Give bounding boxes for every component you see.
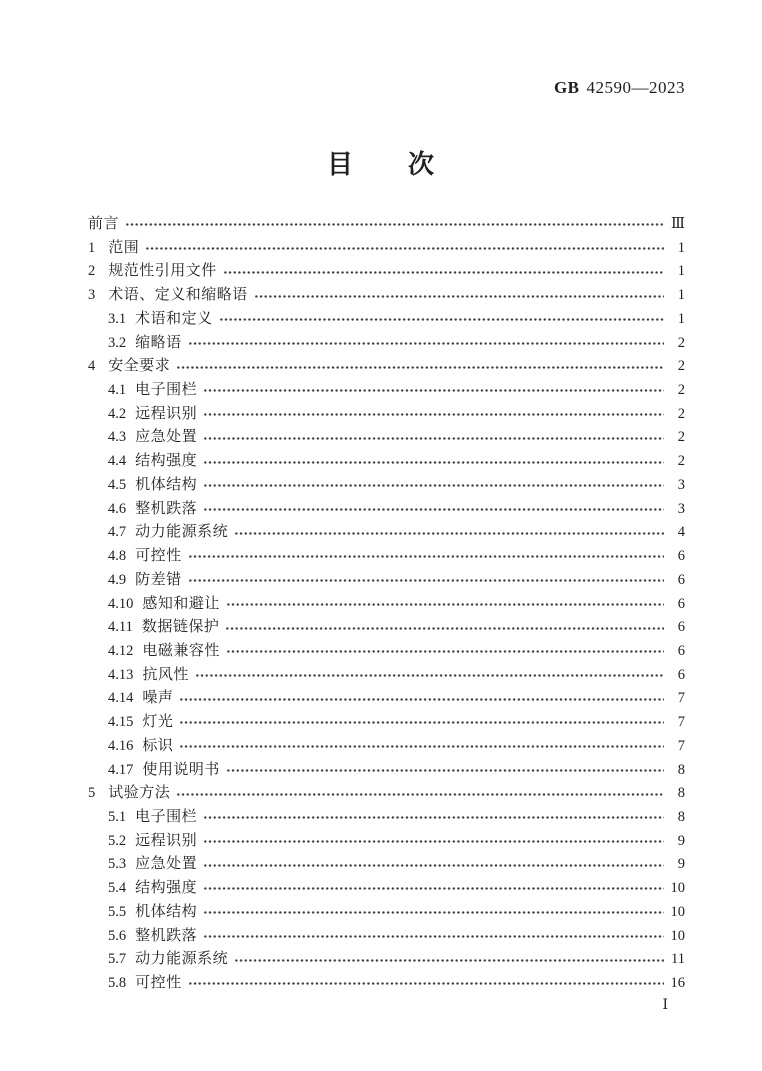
toc-entry-number: 4.8 bbox=[108, 548, 127, 565]
toc-entry bbox=[88, 593, 685, 617]
toc-entry-label: 术语和定义 bbox=[135, 310, 213, 327]
toc-entry-label: 试验方法 bbox=[108, 785, 171, 802]
toc-entry-number: 1 bbox=[88, 239, 96, 256]
dot-leader bbox=[203, 853, 664, 877]
toc-entry-page: 6 bbox=[677, 571, 685, 588]
toc-entry-number: 4.6 bbox=[108, 500, 127, 517]
toc-entry-page: 9 bbox=[677, 832, 685, 849]
toc-entry-label: 缩略语 bbox=[135, 334, 182, 351]
toc-entry-page: 10 bbox=[670, 880, 685, 897]
toc-entry bbox=[88, 355, 685, 379]
toc-entry-page: 16 bbox=[670, 975, 685, 991]
dot-leader bbox=[203, 877, 664, 901]
dot-leader bbox=[195, 664, 664, 688]
toc-entry bbox=[88, 213, 685, 237]
toc-entry-number: 4.7 bbox=[108, 524, 127, 541]
toc-entry bbox=[88, 830, 685, 854]
toc-entry-number: 2 bbox=[88, 263, 96, 280]
dot-leader bbox=[203, 901, 664, 925]
toc-entry-label: 规范性引用文件 bbox=[108, 263, 217, 280]
toc-entry bbox=[88, 474, 685, 498]
toc-entry-page: Ⅲ bbox=[671, 216, 685, 232]
toc-entry-number: 5.1 bbox=[108, 808, 127, 825]
toc-entry-page: 2 bbox=[677, 453, 685, 470]
toc-entry bbox=[88, 853, 685, 877]
toc-entry-page: 2 bbox=[677, 334, 685, 351]
toc-entry-number: 4.16 bbox=[108, 737, 134, 754]
toc-entry-label: 感知和避让 bbox=[142, 595, 220, 612]
toc-entry-number: 4.11 bbox=[108, 619, 133, 636]
toc-entry-page: 6 bbox=[677, 619, 685, 636]
dot-leader bbox=[234, 948, 664, 972]
toc-entry-number: 4.5 bbox=[108, 476, 127, 493]
toc-entry-number: 4.3 bbox=[108, 429, 127, 446]
toc-entry-label: 应急处置 bbox=[135, 429, 198, 446]
toc-entry bbox=[88, 450, 685, 474]
dot-leader bbox=[226, 593, 664, 617]
dot-leader bbox=[203, 474, 664, 498]
dot-leader bbox=[179, 711, 664, 735]
toc-entry-label: 使用说明书 bbox=[142, 761, 220, 778]
toc-entry-page: 7 bbox=[677, 690, 685, 707]
toc-entry-number: 4 bbox=[88, 358, 96, 375]
toc-entry bbox=[88, 616, 685, 640]
toc-entry-number: 5.8 bbox=[108, 975, 127, 991]
toc-entry bbox=[88, 687, 685, 711]
dot-leader bbox=[203, 806, 664, 830]
toc-entry-page: 3 bbox=[677, 500, 685, 517]
dot-leader bbox=[125, 213, 664, 237]
toc-entry-number: 5.2 bbox=[108, 832, 127, 849]
dot-leader bbox=[176, 782, 664, 806]
toc-entry-page: 10 bbox=[670, 927, 685, 944]
dot-leader bbox=[176, 355, 664, 379]
dot-leader bbox=[188, 545, 664, 569]
toc-entry-label: 防差错 bbox=[135, 571, 182, 588]
toc-entry-page: 6 bbox=[677, 642, 685, 659]
toc-entry bbox=[88, 237, 685, 261]
toc-entry bbox=[88, 521, 685, 545]
toc-entry-number: 5 bbox=[88, 785, 96, 802]
toc-entry-number: 4.9 bbox=[108, 571, 127, 588]
toc-entry bbox=[88, 877, 685, 901]
toc-entry-label: 电磁兼容性 bbox=[142, 642, 220, 659]
toc-entry-label: 机体结构 bbox=[135, 476, 198, 493]
toc-entry-label: 安全要求 bbox=[108, 358, 171, 375]
toc-entry-label: 结构强度 bbox=[135, 880, 198, 897]
toc-entry-number: 4.15 bbox=[108, 714, 134, 731]
toc-entry-number: 3 bbox=[88, 287, 96, 304]
toc-entry bbox=[88, 759, 685, 783]
toc-entry bbox=[88, 498, 685, 522]
toc-entry-label: 前言 bbox=[88, 216, 120, 232]
toc-entry-page: 7 bbox=[677, 737, 685, 754]
dot-leader bbox=[203, 830, 664, 854]
dot-leader bbox=[226, 640, 664, 664]
dot-leader bbox=[179, 735, 664, 759]
dot-leader bbox=[188, 569, 664, 593]
toc-entry-page: 1 bbox=[677, 263, 685, 280]
toc-entry-page: 1 bbox=[677, 310, 685, 327]
toc-entry-number: 5.3 bbox=[108, 856, 127, 873]
toc-entry-label: 可控性 bbox=[135, 548, 182, 565]
toc-entry-number: 5.5 bbox=[108, 903, 127, 920]
toc-entry-label: 远程识别 bbox=[135, 405, 198, 422]
toc-entry-number: 5.4 bbox=[108, 880, 127, 897]
toc-entry-label: 范围 bbox=[108, 239, 140, 256]
standard-prefix: GB bbox=[553, 78, 580, 97]
toc-entry bbox=[88, 332, 685, 356]
toc-entry bbox=[88, 782, 685, 806]
toc-entry-page: 8 bbox=[677, 785, 685, 802]
toc-title: 目 次 bbox=[326, 150, 435, 179]
dot-leader bbox=[203, 450, 664, 474]
toc-entry bbox=[88, 925, 685, 949]
toc-entry bbox=[88, 664, 685, 688]
toc-entry-label: 灯光 bbox=[142, 714, 174, 731]
toc-entry-number: 4.12 bbox=[108, 642, 134, 659]
toc-entry bbox=[88, 403, 685, 427]
toc-entry-page: 4 bbox=[677, 524, 685, 541]
toc-entry-number: 4.17 bbox=[108, 761, 134, 778]
dot-leader bbox=[203, 498, 664, 522]
toc-entry-number: 4.2 bbox=[108, 405, 127, 422]
dot-leader bbox=[203, 925, 664, 949]
toc-entry-label: 抗风性 bbox=[142, 666, 189, 683]
toc-entry-page: 1 bbox=[677, 287, 685, 304]
dot-leader bbox=[225, 616, 664, 640]
toc-entry-label: 应急处置 bbox=[135, 856, 198, 873]
toc-entry-label: 可控性 bbox=[135, 975, 182, 991]
toc-entry-number: 4.14 bbox=[108, 690, 134, 707]
toc-entry bbox=[88, 806, 685, 830]
toc-entry bbox=[88, 901, 685, 925]
toc-entry-page: 2 bbox=[677, 405, 685, 422]
toc-entry-label: 数据链保护 bbox=[141, 619, 220, 636]
toc-entry-label: 电子围栏 bbox=[135, 808, 198, 825]
toc-entry-label: 噪声 bbox=[142, 690, 174, 707]
dot-leader bbox=[179, 687, 664, 711]
page-number: Ⅰ bbox=[662, 998, 668, 1013]
dot-leader bbox=[188, 332, 664, 356]
toc-entry bbox=[88, 948, 685, 972]
toc-entry-label: 整机跌落 bbox=[135, 927, 198, 944]
toc-entry-number: 5.6 bbox=[108, 927, 127, 944]
toc-list bbox=[88, 213, 685, 996]
toc-entry bbox=[88, 711, 685, 735]
dot-leader bbox=[203, 403, 664, 427]
toc-entry-label: 电子围栏 bbox=[135, 382, 198, 399]
toc-entry-label: 远程识别 bbox=[135, 832, 198, 849]
toc-entry bbox=[88, 284, 685, 308]
toc-entry-label: 整机跌落 bbox=[135, 500, 198, 517]
toc-entry-label: 标识 bbox=[142, 737, 174, 754]
toc-entry-label: 机体结构 bbox=[135, 903, 198, 920]
toc-entry-page: 8 bbox=[677, 808, 685, 825]
toc-entry-page: 2 bbox=[677, 382, 685, 399]
toc-entry bbox=[88, 426, 685, 450]
toc-entry-page: 9 bbox=[677, 856, 685, 873]
toc-entry-number: 4.4 bbox=[108, 453, 127, 470]
toc-entry bbox=[88, 545, 685, 569]
toc-entry-page: 2 bbox=[677, 358, 685, 375]
toc-entry-label: 术语、定义和缩略语 bbox=[108, 287, 248, 304]
toc-entry bbox=[88, 308, 685, 332]
toc-entry-number: 3.1 bbox=[108, 310, 127, 327]
toc-entry-page: 6 bbox=[677, 666, 685, 683]
toc-entry-label: 结构强度 bbox=[135, 453, 198, 470]
toc-entry-number: 3.2 bbox=[108, 334, 127, 351]
toc-entry-page: 7 bbox=[677, 714, 685, 731]
toc-entry-label: 动力能源系统 bbox=[135, 524, 229, 541]
dot-leader bbox=[203, 379, 664, 403]
dot-leader bbox=[223, 260, 664, 284]
toc-entry-page: 10 bbox=[670, 903, 685, 920]
dot-leader bbox=[203, 426, 664, 450]
toc-entry bbox=[88, 260, 685, 284]
toc-entry bbox=[88, 735, 685, 759]
toc-entry-page: 8 bbox=[677, 761, 685, 778]
dot-leader bbox=[254, 284, 664, 308]
dot-leader bbox=[234, 521, 664, 545]
dot-leader bbox=[219, 308, 664, 332]
toc-entry-page: 2 bbox=[677, 429, 685, 446]
dot-leader bbox=[188, 972, 664, 996]
toc-entry-number: 4.1 bbox=[108, 382, 127, 399]
toc-entry-number: 4.13 bbox=[108, 666, 134, 683]
dot-leader bbox=[226, 759, 664, 783]
toc-entry-page: 3 bbox=[677, 476, 685, 493]
dot-leader bbox=[145, 237, 664, 261]
standard-code: 42590—2023 bbox=[586, 78, 685, 97]
toc-entry-page: 11 bbox=[671, 951, 685, 968]
toc-entry bbox=[88, 972, 685, 996]
toc-entry-label: 动力能源系统 bbox=[135, 951, 229, 968]
toc-entry-page: 6 bbox=[677, 595, 685, 612]
standard-number bbox=[554, 78, 685, 98]
toc-entry-number: 4.10 bbox=[108, 595, 134, 612]
toc-entry bbox=[88, 379, 685, 403]
toc-entry bbox=[88, 569, 685, 593]
toc-entry-page: 1 bbox=[677, 239, 685, 256]
toc-entry-page: 6 bbox=[677, 548, 685, 565]
toc-entry-number: 5.7 bbox=[108, 951, 127, 968]
toc-entry bbox=[88, 640, 685, 664]
